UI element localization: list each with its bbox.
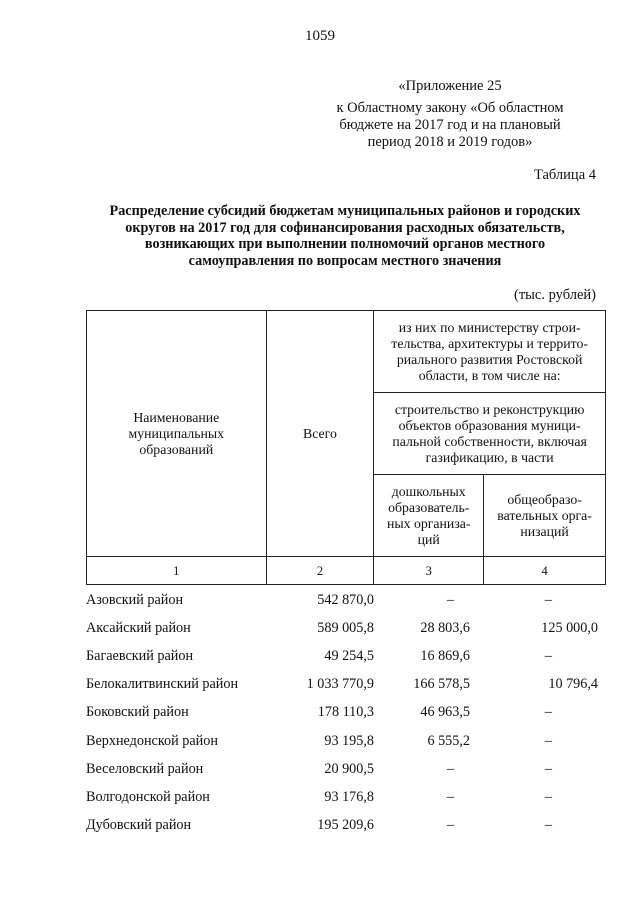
header-ministry bbox=[374, 311, 606, 393]
ministry-l3: риального развития Ростовской bbox=[396, 351, 583, 367]
units-label: (тыс. рублей) bbox=[514, 287, 596, 303]
header-construction bbox=[374, 393, 606, 475]
general-value: – bbox=[544, 760, 552, 777]
annex-line-1: к Областному закону «Об областном bbox=[336, 100, 564, 116]
annex-line-2: бюджете на 2017 год и на плановый bbox=[339, 117, 561, 133]
title-line-4: самоуправления по вопросам местного значения bbox=[188, 252, 502, 269]
preschool-value: – bbox=[446, 760, 454, 777]
district-name: Багаевский район bbox=[86, 647, 194, 664]
preschool-l3: ных организа- bbox=[386, 515, 471, 531]
header-name-l3: образований bbox=[139, 441, 214, 457]
construction-l4: газификацию, в части bbox=[425, 449, 554, 465]
header-preschool bbox=[374, 475, 484, 557]
annex-line-3: период 2018 и 2019 годов» bbox=[367, 134, 533, 150]
preschool-value: 166 578,5 bbox=[413, 676, 470, 693]
general-value: – bbox=[544, 704, 552, 721]
total-value: 93 195,8 bbox=[324, 732, 374, 749]
table-number: Таблица 4 bbox=[533, 167, 596, 183]
total-value: 178 110,3 bbox=[317, 704, 374, 721]
total-value: 20 900,5 bbox=[324, 760, 374, 777]
header-table bbox=[86, 310, 606, 585]
data-table bbox=[86, 586, 606, 840]
general-l1: общеобразо- bbox=[507, 491, 582, 507]
page-number: 1059 bbox=[305, 28, 335, 44]
header-name-l2: муниципальных bbox=[128, 425, 225, 441]
total-value: 589 005,8 bbox=[317, 619, 374, 636]
title-line-2: округов на 2017 год для софинансирования расходных обязательств, bbox=[125, 219, 565, 236]
header-total-column: Всего bbox=[266, 311, 374, 557]
total-value: 542 870,0 bbox=[317, 591, 374, 608]
ministry-l1: из них по министерству строи- bbox=[398, 319, 581, 335]
column-number-4: 4 bbox=[484, 557, 606, 585]
table-row bbox=[86, 614, 606, 642]
district-name: Веселовский район bbox=[86, 760, 204, 777]
general-value: – bbox=[544, 732, 552, 749]
total-value: 49 254,5 bbox=[324, 647, 374, 664]
column-number-3: 3 bbox=[374, 557, 484, 585]
general-value: 10 796,4 bbox=[548, 676, 598, 693]
preschool-l1: дошкольных bbox=[391, 483, 466, 499]
table-row bbox=[86, 783, 606, 811]
column-number-1: 1 bbox=[87, 557, 267, 585]
district-name: Азовский район bbox=[86, 591, 184, 608]
total-value: 195 209,6 bbox=[317, 817, 374, 834]
annex-title: «Приложение 25 bbox=[398, 78, 502, 94]
table-row bbox=[86, 812, 606, 840]
table-row bbox=[86, 727, 606, 755]
preschool-value: 16 869,6 bbox=[420, 647, 470, 664]
general-l3: низаций bbox=[520, 523, 569, 539]
district-name: Дубовский район bbox=[86, 817, 192, 834]
title-line-1: Распределение субсидий бюджетам муниципальных районов и городских bbox=[109, 203, 581, 219]
construction-l3: пальной собственности, включая bbox=[392, 433, 587, 449]
construction-l1: строительство и реконструкцию bbox=[394, 401, 585, 417]
general-value: – bbox=[544, 647, 552, 664]
ministry-l2: тельства, архитектуры и террито- bbox=[391, 335, 588, 351]
table-row bbox=[86, 586, 606, 614]
column-number-2: 2 bbox=[266, 557, 374, 585]
district-name: Боковский район bbox=[86, 704, 189, 721]
header-name-l1: Наименование bbox=[133, 409, 220, 425]
table-row bbox=[86, 671, 606, 699]
preschool-l4: ций bbox=[417, 531, 440, 547]
table-row bbox=[86, 699, 606, 727]
preschool-value: 28 803,6 bbox=[420, 619, 470, 636]
preschool-l2: образователь- bbox=[388, 499, 470, 515]
total-value: 93 176,8 bbox=[324, 788, 374, 805]
table-row bbox=[86, 755, 606, 783]
district-name: Верхнедонской район bbox=[86, 732, 218, 749]
district-name: Белокалитвинский район bbox=[86, 676, 239, 693]
general-l2: вательных орга- bbox=[497, 507, 592, 523]
district-name: Волгодонской район bbox=[86, 788, 210, 805]
general-value: 125 000,0 bbox=[541, 619, 598, 636]
document-title bbox=[80, 203, 610, 269]
title-line-3: возникающих при выполнении полномочий органов местного bbox=[144, 236, 546, 252]
preschool-value: – bbox=[446, 788, 454, 805]
general-value: – bbox=[544, 788, 552, 805]
ministry-l4: области, в том числе на: bbox=[418, 367, 561, 383]
general-value: – bbox=[544, 817, 552, 834]
general-value: – bbox=[544, 591, 552, 608]
preschool-value: – bbox=[446, 817, 454, 834]
district-name: Аксайский район bbox=[86, 619, 191, 636]
header-name-column bbox=[87, 311, 267, 557]
total-value: 1 033 770,9 bbox=[306, 676, 374, 693]
construction-l2: объектов образования муници- bbox=[398, 417, 581, 433]
preschool-value: 6 555,2 bbox=[427, 732, 470, 749]
preschool-value: – bbox=[446, 591, 454, 608]
annex-subtitle bbox=[300, 100, 600, 151]
table-row bbox=[86, 642, 606, 670]
preschool-value: 46 963,5 bbox=[420, 704, 470, 721]
header-general bbox=[484, 475, 606, 557]
